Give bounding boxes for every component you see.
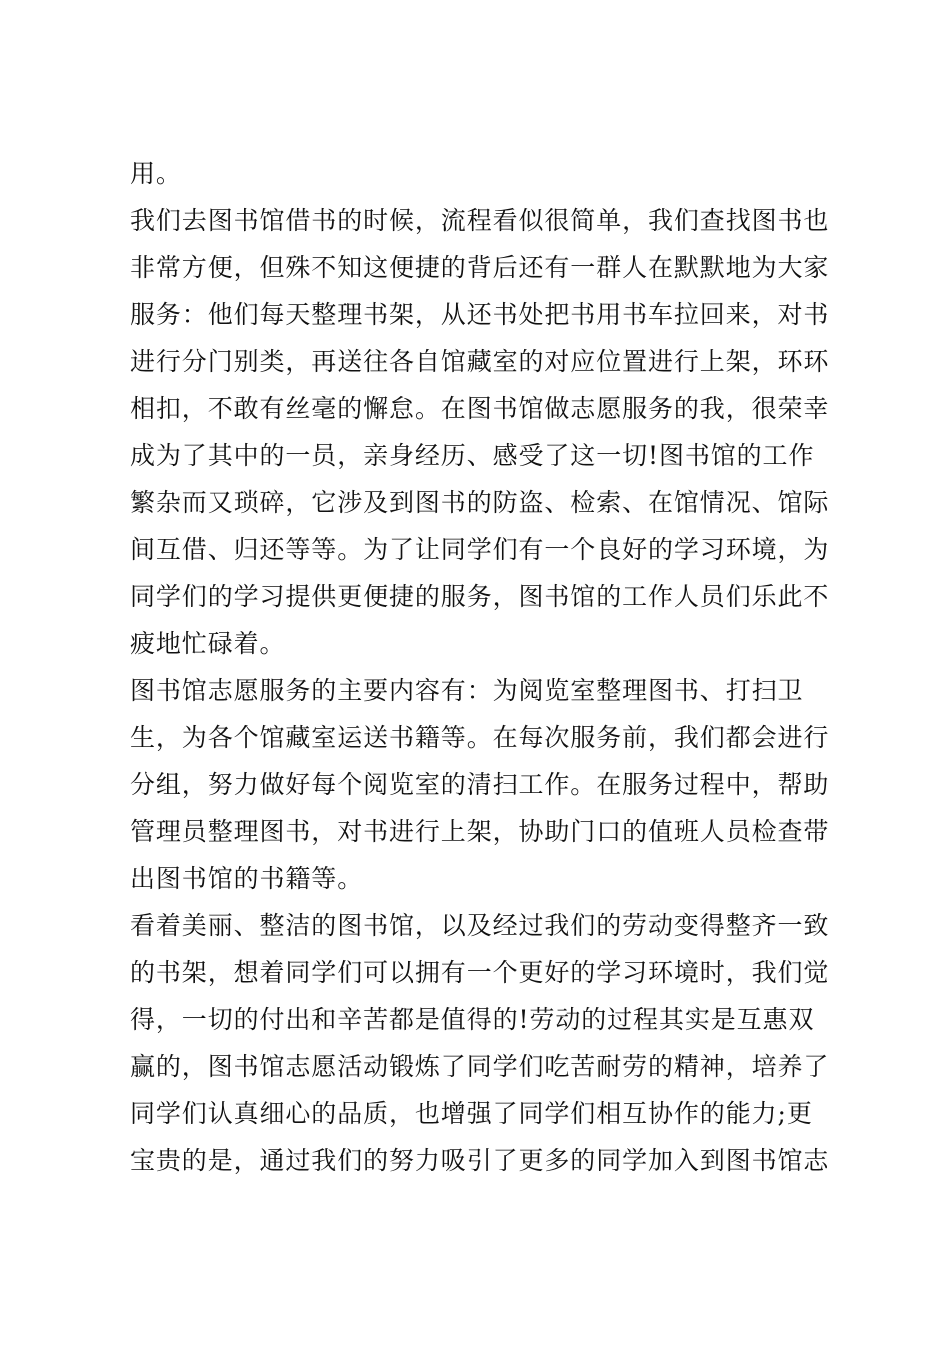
text-line: 用。 [130,159,182,188]
text-line: 疲地忙碌着。 [130,629,286,658]
body-text [130,150,830,1184]
text-line: 管理员整理图书，对书进行上架，协助门口的值班人员检查带 [130,817,830,846]
text-line: 同学们认真细心的品质，也增强了同学们相互协作的能力;更 [130,1099,813,1128]
text-line: 成为了其中的一员，亲身经历、感受了这一切!图书馆的工作 [130,441,815,470]
text-line: 相扣，不敢有丝毫的懈怠。在图书馆做志愿服务的我，很荣幸 [130,394,830,423]
text-line: 宝贵的是，通过我们的努力吸引了更多的同学加入到图书馆志 [130,1146,830,1175]
text-line: 看着美丽、整洁的图书馆，以及经过我们的劳动变得整齐一致 [130,911,830,940]
text-line: 服务：他们每天整理书架，从还书处把书用书车拉回来，对书 [130,300,830,329]
text-line: 间互借、归还等等。为了让同学们有一个良好的学习环境，为 [130,535,830,564]
text-line: 生，为各个馆藏室运送书籍等。在每次服务前，我们都会进行 [130,723,830,752]
text-line: 的书架，想着同学们可以拥有一个更好的学习环境时，我们觉 [130,958,830,987]
text-line: 我们去图书馆借书的时候，流程看似很简单，我们查找图书也 [130,206,830,235]
text-line: 图书馆志愿服务的主要内容有：为阅览室整理图书、打扫卫 [130,676,804,705]
text-line: 同学们的学习提供更便捷的服务，图书馆的工作人员们乐此不 [130,582,830,611]
text-line: 得，一切的付出和辛苦都是值得的!劳动的过程其实是互惠双 [130,1005,815,1034]
text-line: 非常方便，但殊不知这便捷的背后还有一群人在默默地为大家 [130,253,830,282]
text-line: 分组，努力做好每个阅览室的清扫工作。在服务过程中，帮助 [130,770,830,799]
text-line: 出图书馆的书籍等。 [130,864,364,893]
text-line: 繁杂而又琐碎，它涉及到图书的防盗、检索、在馆情况、馆际 [130,488,830,517]
text-line: 进行分门别类，再送往各自馆藏室的对应位置进行上架，环环 [130,347,830,376]
text-line: 赢的，图书馆志愿活动锻炼了同学们吃苦耐劳的精神，培养了 [130,1052,830,1081]
